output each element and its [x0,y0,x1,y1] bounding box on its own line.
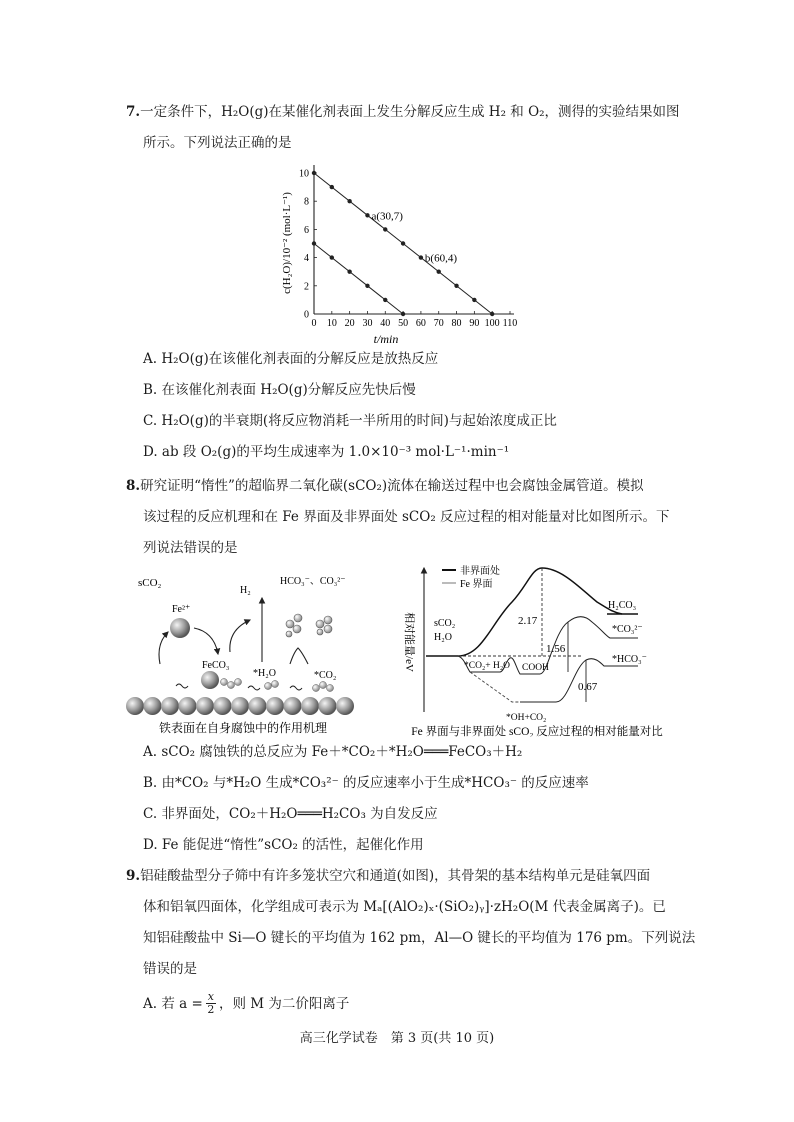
value-2.17: 2.17 [518,615,538,627]
data-point [330,255,334,259]
q7-option-c: C. H₂O(g)的半衰期(将反应物消耗一半所用的时间)与起始浓度成正比 [143,413,557,429]
x-tick-label: 100 [484,318,500,329]
q9-stem-line2: 体和铝氧四面体，化学组成可表示为 Mₐ[(AlO₂)ₓ·(SiO₂)ᵧ]·zH₂O(M 代表金属离子)。已 [143,899,666,915]
arrow-fe-to-feco3 [194,628,218,654]
x-tick-label: 110 [502,318,518,329]
q7-option-a: A. H₂O(g)在该催化剂表面的分解反应是放热反应 [143,351,439,367]
q8-stem-line2: 该过程的反应机理和在 Fe 界面及非界面处 sCO₂ 反应过程的相对能量对比如图所示。下 [143,509,670,525]
label-fe2: Fe²⁺ [172,604,191,615]
mechanism-caption: 铁表面在自身腐蚀中的作用机理 [158,721,328,735]
q9-number: 9. [126,868,141,884]
data-point [454,284,458,288]
data-point [347,270,351,274]
page-footer: 高三化学试卷 第 3 页(共 10 页) [299,1031,495,1046]
q7-stem-line1: 7.一定条件下，H₂O(g)在某催化剂表面上发生分解反应生成 H₂ 和 O₂，测得的实验结果如图 [126,104,680,120]
wavy-line-3 [290,686,302,690]
q9-stem-line4: 错误的是 [143,961,197,977]
label-mid: *CO₂+ H₂O [464,661,511,671]
co3-cluster [316,616,332,635]
label-h2o: *H₂O [253,668,276,679]
fe-atom [284,697,302,715]
y-tick-label: 10 [299,168,309,180]
data-point [383,227,387,231]
wavy-line-1 [176,684,188,688]
fe-atom [161,697,179,715]
fe-atom [179,697,197,715]
energy-caption: Fe 界面与非界面处 sCO₂ 反应过程的相对能量对比 [411,726,663,737]
label-sco2: sCO₂ [138,577,162,589]
arrow-to-h2 [230,620,250,652]
fe-atom [336,697,354,715]
q8-stem-line1: 8.研究证明“惰性”的超临界二氧化碳(sCO₂)流体在输送过程中也会腐蚀金属管道。模拟 [126,478,644,494]
q7-option-b: B. 在该催化剂表面 H₂O(g)分解反应先快后慢 [143,382,416,398]
q7-chart [268,155,528,355]
x-tick-label: 50 [398,318,409,329]
label-hco3: HCO₃⁻、CO₃²⁻ [280,576,346,587]
y-tick-label: 6 [304,224,309,236]
y-tick-label: 0 [304,309,309,321]
feco3-ball [201,671,219,689]
data-point [401,241,405,245]
q8-option-b: B. 由*CO₂ 与*H₂O 生成*CO₃²⁻ 的反应速率小于生成*HCO₃⁻ 的反应速率 [143,775,589,791]
fraction-numerator: x [207,990,214,1003]
x-tick-label: 10 [326,318,337,329]
series-line-2 [314,244,403,315]
fraction [206,991,216,1016]
data-point [490,312,494,316]
value-1.56: 1.56 [546,643,566,655]
label-start-h2o: H₂O [434,632,452,643]
dashed-lower [470,672,520,702]
label-cooh: COOH [522,663,549,673]
q7-option-d: D. ab 段 O₂(g)的平均生成速率为 1.0×10⁻³ mol·L⁻¹·min⁻¹ [143,444,510,460]
arrow-branch [290,648,308,664]
data-point [347,199,351,203]
q8-energy-diagram [382,562,692,737]
y-tick-label: 2 [304,281,309,293]
label-co3: *CO₃²⁻ [612,624,643,635]
label-hco3-right: *HCO₃⁻ [612,654,647,665]
x-tick-label: 40 [380,318,391,329]
q8-option-c: C. 非界面处，CO₂＋H₂O═══H₂CO₃ 为自发反应 [143,806,438,822]
chart-ylabel: c(H₂O)/10⁻² (mol·L⁻¹) [281,192,293,294]
fe-atom [214,697,232,715]
legend-nonsurface: 非界面处 [460,566,500,577]
value-0.67: 0.67 [578,681,598,693]
data-point [365,213,369,217]
q7-number: 7. [126,104,141,120]
label-co2: *CO₂ [314,670,337,681]
data-point [312,171,316,175]
x-tick-label: 80 [451,318,462,329]
y-tick-label: 4 [304,253,309,265]
data-point [312,241,316,245]
fraction-denominator: 2 [207,1003,215,1016]
fe-atom [126,697,144,715]
data-point [365,284,369,288]
energy-ylabel: 相对能量/eV [403,612,415,672]
data-point [383,298,387,302]
fe-atom [301,697,319,715]
q7-stem-line2: 所示。下列说法正确的是 [143,135,292,151]
point-label-b: b(60,4) [424,252,457,265]
data-point [419,255,423,259]
q8-option-a: A. sCO₂ 腐蚀铁的总反应为 Fe＋*CO₂＋*H₂O═══FeCO₃＋H₂ [143,744,523,760]
q8-mechanism-figure [118,566,368,741]
q9-option-a: A. 若 a = $\frac{x}{2}$ ，则 M 为二价阳离子 [143,990,350,1016]
q8-number: 8. [126,478,141,494]
arrow-up-left [159,632,168,664]
fe-surface-row [126,697,354,715]
fe-atom [144,697,162,715]
x-tick-label: 0 [311,318,317,329]
data-point [330,185,334,189]
fe-atom [231,697,249,715]
fe-atom [196,697,214,715]
q9-stem-line3: 知铝硅酸盐中 Si—O 键长的平均值为 162 pm，Al—O 键长的平均值为 176 pm。下列说法 [143,930,696,946]
x-tick-label: 60 [415,318,426,329]
x-tick-label: 90 [469,318,480,329]
hco3-cluster [286,614,302,637]
x-tick-label: 70 [433,318,444,329]
x-tick-label: 20 [344,318,355,329]
q9-stem-line1: 9.铝硅酸盐型分子筛中有许多笼状空穴和通道(如图)，其骨架的基本结构单元是硅氧四面 [126,868,651,884]
label-start-sco2: sCO₂ [434,618,456,629]
q8-option-d: D. Fe 能促进“惰性”sCO₂ 的活性，起催化作用 [143,837,424,853]
wavy-line-2 [248,686,260,690]
fe-atom [249,697,267,715]
data-point [472,298,476,302]
q8-stem-line3: 列说法错误的是 [143,540,238,556]
point-label-a: a(30,7) [371,210,403,223]
legend-fe-surface: Fe 界面 [460,579,493,590]
label-feco3: FeCO₃ [202,660,230,671]
x-tick-label: 30 [362,318,373,329]
fe-atom [266,697,284,715]
data-point [437,270,441,274]
fe-atom [319,697,337,715]
data-point [401,312,405,316]
label-h2co3: H₂CO₃ [608,600,637,611]
fe2-ion [170,618,190,638]
label-h2: H₂ [240,585,251,596]
y-tick-label: 8 [304,196,309,208]
chart-xlabel: t/min [373,332,399,346]
label-oh: *OH+CO₂ [506,713,547,723]
